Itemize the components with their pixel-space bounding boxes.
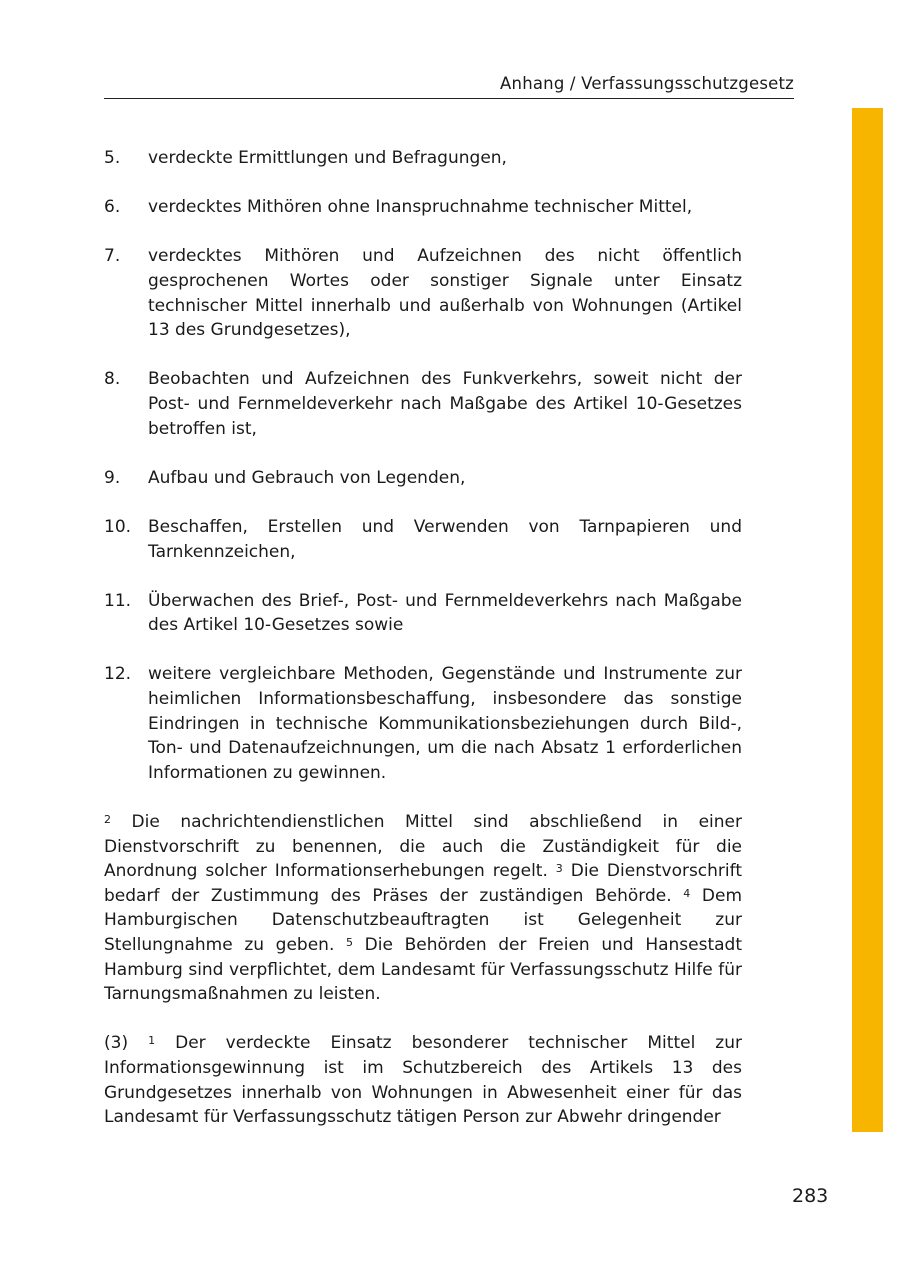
list-item-number: 9.: [104, 467, 121, 488]
paragraph-2-sentence-2: Die nachrichtendienstlichen Mittel sind abschließend in einer Dienstvorschrift zu benennen, die auch die Zuständigkeit für die Anordnung solcher Informationserhebungen regelt.: [104, 812, 742, 882]
list-item-number: 5.: [104, 148, 121, 168]
list-item: [104, 466, 742, 491]
sidebar-accent-bar: [852, 108, 883, 1132]
paragraph-3: [104, 1031, 742, 1129]
list-item-number: 11.: [104, 590, 132, 611]
paragraph-3-sentence-1: Der verdeckte Einsatz besonderer technischer Mittel zur Informationsgewinnung ist im Schutzbereich des Artikels 13 des Grundgesetzes innerhalb von Wohnungen in Abwesenheit einer für das Landesamt für Verfassungsschutz tätigen Person zur Abwehr dringender: [104, 1033, 742, 1128]
list-item-number: 12.: [104, 664, 132, 685]
running-header: Anhang / Verfassungsschutzgesetz: [500, 74, 794, 93]
paragraph-2-sentence-4: Dem Hamburgischen Datenschutzbeauftragten ist Gelegenheit zur Stellungnahme zu geben.: [104, 885, 742, 955]
sentence-number: 4: [683, 886, 691, 900]
page-number: 283: [792, 1185, 829, 1207]
sentence-number: 1: [148, 1034, 156, 1048]
list-item: [104, 146, 742, 171]
list-item-number: 10.: [104, 516, 132, 537]
paragraph-2-sentence-3: Die Dienstvorschrift bedarf der Zustimmung des Präses der zuständigen Behörde.: [104, 861, 742, 906]
list-item-number: 8.: [104, 369, 121, 390]
list-item: [104, 662, 742, 785]
list-item: [104, 367, 742, 441]
sentence-number: 2: [104, 813, 111, 827]
list-item-text: verdeckte Ermittlungen und Befragungen,: [148, 148, 507, 168]
list-item-number: 7.: [104, 246, 121, 267]
list-item-text: Beschaffen, Erstellen und Verwenden von Tarnpapieren und Tarnkennzeichen,: [148, 516, 742, 562]
list-item: [104, 244, 742, 342]
list-item: [104, 589, 742, 638]
header-rule: [104, 98, 794, 99]
paragraph-2: [104, 810, 742, 1007]
list-item-text: weitere vergleichbare Methoden, Gegenstände und Instrumente zur heimlichen Informationsbeschaffung, insbesondere das sonstige Eindringen in technische Kommunikationsbeziehungen durch Bild-, Ton- und Datenaufzeichnungen, um die nach Absatz 1 erforderlichen Informationen zu gewinnen.: [148, 664, 742, 783]
list-item-text: Beobachten und Aufzeichnen des Funkverkehrs, soweit nicht der Post- und Fernmeldeverkehr nach Maßgabe des Artikel 10-Gesetzes betroffen ist,: [148, 369, 742, 439]
list-item-text: Aufbau und Gebrauch von Legenden,: [148, 467, 466, 488]
paragraph-3-label: (3): [104, 1033, 129, 1054]
page-body: [104, 146, 742, 1154]
sentence-number: 3: [555, 862, 563, 876]
paragraph-2-sentence-5: Die Behörden der Freien und Hansestadt Hamburg sind verpflichtet, dem Landesamt für Verfassungsschutz Hilfe für Tarnungsmaßnahmen zu leisten.: [104, 935, 743, 1005]
list-item-text: verdecktes Mithören ohne Inanspruchnahme technischer Mittel,: [148, 197, 693, 218]
list-item: [104, 195, 742, 220]
list-item-number: 6.: [104, 197, 121, 218]
list-item-text: verdecktes Mithören und Aufzeichnen des nicht öffentlich gesprochenen Wortes oder sonstiger Signale unter Einsatz technischer Mittel innerhalb und außerhalb von Wohnungen (Artikel 13 des Grundgesetzes),: [148, 246, 742, 341]
list-item-text: Überwachen des Brief-, Post- und Fernmeldeverkehrs nach Maßgabe des Artikel 10-Gesetzes sowie: [148, 590, 742, 636]
sentence-number: 5: [346, 936, 354, 949]
list-item: [104, 515, 742, 564]
